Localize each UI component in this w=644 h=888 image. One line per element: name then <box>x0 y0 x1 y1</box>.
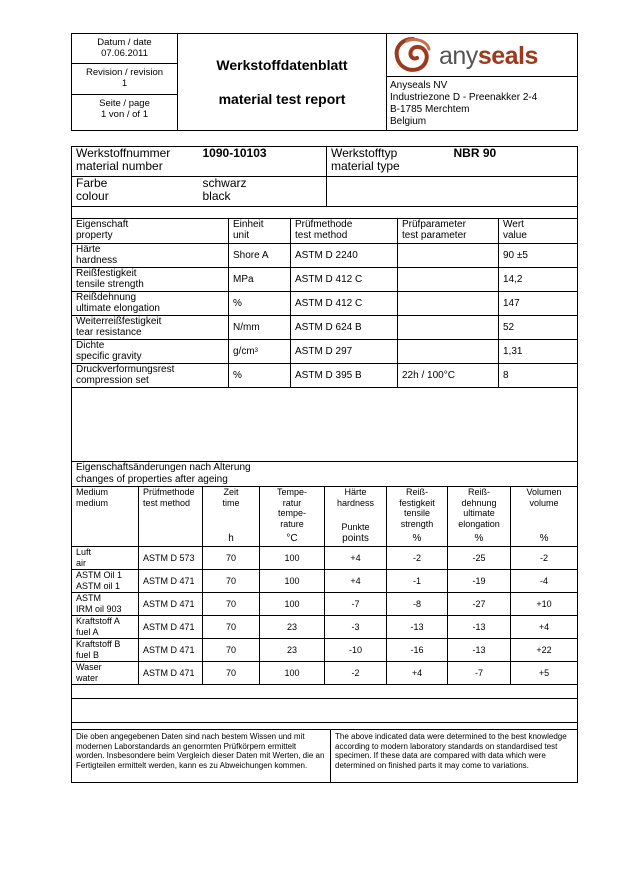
elongation-cell: -19 <box>448 570 511 593</box>
col-time-en: time <box>222 497 240 508</box>
medium-de: ASTM Oil 1 <box>76 570 123 580</box>
col-vol-de: Volumen <box>526 487 562 497</box>
col-test-method <box>139 487 203 547</box>
ageing-title-de: Eigenschaftsänderungen nach Alterung <box>76 462 251 473</box>
elongation-cell: -27 <box>448 593 511 616</box>
meta-cell <box>72 34 178 131</box>
table-row <box>72 593 578 616</box>
property-value: 147 <box>499 292 578 316</box>
col-method-de: Prüfmethode <box>295 219 353 230</box>
temp-cell: 100 <box>260 593 325 616</box>
medium-de: Luft <box>76 547 92 557</box>
medium-cell <box>72 547 139 570</box>
property-name <box>72 268 229 292</box>
col-elong-en1: ultimate <box>463 508 495 518</box>
volume-cell: +4 <box>511 616 578 639</box>
property-param <box>398 244 499 268</box>
temp-cell: 100 <box>260 547 325 570</box>
col-param <box>398 219 499 244</box>
property-en: tear resistance <box>76 327 142 338</box>
col-param-en: test parameter <box>402 230 467 241</box>
medium-en: fuel B <box>76 649 100 660</box>
col-time <box>203 487 260 547</box>
temp-cell: 100 <box>260 570 325 593</box>
col-elongation <box>448 487 511 547</box>
unit-superscript: 3 <box>254 348 259 354</box>
material-number-label-en: material number <box>76 159 163 173</box>
volume-cell: +10 <box>511 593 578 616</box>
property-param <box>398 268 499 292</box>
col-temp-de2: ratur <box>282 497 302 508</box>
col-unit-en: unit <box>233 230 250 241</box>
col-medium-en: medium <box>76 497 109 508</box>
col-tens-en1: tensile <box>403 508 430 518</box>
property-name <box>72 364 229 388</box>
col-test-method-en: test method <box>143 497 191 508</box>
property-method: ASTM D 412 C <box>291 292 398 316</box>
material-number-label-de: Werkstoffnummer <box>76 146 171 160</box>
elongation-cell: -7 <box>448 662 511 685</box>
medium-cell <box>72 616 139 639</box>
ageing-table <box>71 462 578 730</box>
hardness-cell: -7 <box>325 593 387 616</box>
property-value: 90 ±5 <box>499 244 578 268</box>
properties-table <box>71 219 578 462</box>
col-tensile <box>387 487 448 547</box>
col-time-unit: h <box>228 532 234 544</box>
logo-text-seals: seals <box>477 42 538 70</box>
material-table <box>71 146 578 219</box>
col-temp-unit: °C <box>286 532 298 544</box>
property-method: ASTM D 412 C <box>291 268 398 292</box>
logo-text-any: any <box>439 42 478 70</box>
hardness-cell: -2 <box>325 662 387 685</box>
col-method <box>291 219 398 244</box>
time-cell: 70 <box>203 616 260 639</box>
time-cell: 70 <box>203 593 260 616</box>
tensile-cell: -8 <box>387 593 448 616</box>
method-cell: ASTM D 471 <box>139 570 203 593</box>
col-property-en: property <box>76 230 113 241</box>
table-row <box>72 364 578 388</box>
volume-cell: +5 <box>511 662 578 685</box>
spacer-row <box>72 685 578 699</box>
unit-text: g/cm <box>233 346 255 357</box>
col-unit-de: Einheit <box>233 219 264 230</box>
medium-cell <box>72 639 139 662</box>
property-param: 22h / 100°C <box>398 364 499 388</box>
property-param <box>398 340 499 364</box>
address-line-1: Industriezone D - Preenakker 2-4 <box>390 92 538 103</box>
spacer-row <box>72 723 578 730</box>
material-number-value: 1090-10103 <box>199 147 327 177</box>
elongation-cell: -13 <box>448 616 511 639</box>
col-value-en: value <box>503 230 527 241</box>
table-row <box>72 292 578 316</box>
temp-cell: 23 <box>260 616 325 639</box>
datasheet <box>71 33 577 783</box>
col-vol-unit: % <box>539 532 549 544</box>
property-name <box>72 244 229 268</box>
tensile-cell: -2 <box>387 547 448 570</box>
material-type-label-de: Werkstofftyp <box>331 146 398 160</box>
hardness-cell: +4 <box>325 570 387 593</box>
medium-de: Kraftstoff B <box>76 639 121 649</box>
medium-de: ASTM <box>76 593 102 603</box>
col-hardness <box>325 487 387 547</box>
property-method: ASTM D 297 <box>291 340 398 364</box>
col-temperature <box>260 487 325 547</box>
tensile-cell: -1 <box>387 570 448 593</box>
col-tens-unit: % <box>412 532 422 544</box>
col-hard-unit2: points <box>342 532 369 544</box>
ageing-header-row <box>72 487 578 547</box>
page-value: 1 von / of 1 <box>100 109 148 120</box>
material-type-value: NBR 90 <box>454 147 578 177</box>
ageing-title <box>72 462 578 487</box>
medium-en: air <box>76 557 87 568</box>
col-elong-en2: elongation <box>458 518 500 529</box>
property-de: Reißfestigkeit <box>76 268 137 279</box>
table-row <box>72 639 578 662</box>
method-cell: ASTM D 471 <box>139 639 203 662</box>
revision-label: Revision / revision <box>85 67 164 78</box>
revision-block <box>72 64 177 95</box>
table-row <box>72 268 578 292</box>
title-en: material test report <box>218 91 346 107</box>
col-method-en: test method <box>295 230 348 241</box>
property-de: Weiterreißfestigkeit <box>76 316 162 327</box>
col-hard-en: hardness <box>336 497 375 508</box>
tensile-cell: -13 <box>387 616 448 639</box>
colour-value-en: black <box>202 189 231 203</box>
company-logo <box>387 34 577 77</box>
col-temp-en1: tempe- <box>277 508 306 518</box>
disclaimer-table <box>71 730 578 783</box>
table-row <box>72 662 578 685</box>
medium-en: ASTM oil 1 <box>76 580 121 591</box>
property-en: specific gravity <box>76 351 142 362</box>
table-row <box>72 340 578 364</box>
medium-de: Kraftstoff A <box>76 616 120 626</box>
time-cell: 70 <box>203 570 260 593</box>
colour-label-en: colour <box>76 189 109 203</box>
property-name <box>72 340 229 364</box>
material-empty-cell <box>327 177 578 207</box>
date-block <box>72 34 177 64</box>
property-value: 1,31 <box>499 340 578 364</box>
property-unit: N/mm <box>229 316 291 340</box>
medium-cell <box>72 593 139 616</box>
colour-value <box>199 177 327 207</box>
col-test-method-de: Prüfmethode <box>143 487 195 497</box>
company-address <box>387 77 577 130</box>
col-elong-de1: Reiß- <box>468 487 490 497</box>
property-en: compression set <box>76 375 149 386</box>
property-param <box>398 292 499 316</box>
material-type-label <box>327 147 454 177</box>
property-en: ultimate elongation <box>76 303 160 314</box>
property-value: 14,2 <box>499 268 578 292</box>
property-method: ASTM D 2240 <box>291 244 398 268</box>
temp-cell: 23 <box>260 639 325 662</box>
volume-cell: -4 <box>511 570 578 593</box>
col-medium <box>72 487 139 547</box>
time-cell: 70 <box>203 547 260 570</box>
hardness-cell: +4 <box>325 547 387 570</box>
property-unit: MPa <box>229 268 291 292</box>
col-param-de: Prüfparameter <box>402 219 466 230</box>
property-de: Reißdehnung <box>76 292 137 303</box>
swirl-logo-icon <box>391 35 435 75</box>
property-unit: % <box>229 364 291 388</box>
date-value: 07.06.2011 <box>101 48 148 59</box>
method-cell: ASTM D 471 <box>139 616 203 639</box>
tensile-cell: -16 <box>387 639 448 662</box>
method-cell: ASTM D 573 <box>139 547 203 570</box>
col-vol-en: volume <box>529 497 559 508</box>
table-row <box>72 547 578 570</box>
method-cell: ASTM D 471 <box>139 662 203 685</box>
col-volume <box>511 487 578 547</box>
time-cell: 70 <box>203 639 260 662</box>
col-value-de: Wert <box>503 219 524 230</box>
volume-cell: +22 <box>511 639 578 662</box>
hardness-cell: -10 <box>325 639 387 662</box>
property-de: Härte <box>76 244 101 255</box>
property-value: 52 <box>499 316 578 340</box>
col-elong-unit: % <box>474 532 484 544</box>
temp-cell: 100 <box>260 662 325 685</box>
property-en: hardness <box>76 255 118 266</box>
col-elong-de2: dehnung <box>461 497 497 508</box>
property-name <box>72 292 229 316</box>
revision-value: 1 <box>121 78 128 89</box>
colour-label <box>72 177 199 207</box>
method-cell: ASTM D 471 <box>139 593 203 616</box>
disclaimer-de: Die oben angegebenen Daten sind nach bestem Wissen und mit modernen Laborstandards an genormten Prüfkörpern ermittelt worden. Insbesondere beim Vergleich dieser Daten mit Werten, die an Fertigteilen ermittelt werden, kann es zu Abweichungen kommen. <box>72 730 331 782</box>
property-en: tensile strength <box>76 279 144 290</box>
col-temp-en2: rature <box>280 518 304 529</box>
table-row <box>72 316 578 340</box>
spacer-row <box>72 699 578 723</box>
property-unit <box>229 340 291 364</box>
volume-cell: -2 <box>511 547 578 570</box>
company-cell <box>387 34 578 131</box>
medium-en: water <box>76 672 99 683</box>
col-temp-de1: Tempe- <box>276 487 307 497</box>
col-time-de: Zeit <box>223 487 239 497</box>
material-number-label <box>72 147 199 177</box>
table-row <box>72 570 578 593</box>
hardness-cell: -3 <box>325 616 387 639</box>
elongation-cell: -25 <box>448 547 511 570</box>
col-hard-de: Härte <box>344 487 367 497</box>
tensile-cell: +4 <box>387 662 448 685</box>
col-hard-unit1: Punkte <box>341 522 370 532</box>
property-unit: % <box>229 292 291 316</box>
col-value <box>499 219 578 244</box>
medium-de: Waser <box>76 662 102 672</box>
medium-en: IRM oil 903 <box>76 603 122 614</box>
medium-en: fuel A <box>76 626 99 637</box>
property-name <box>72 316 229 340</box>
title-de: Werkstoffdatenblatt <box>216 57 348 73</box>
company-name: Anyseals NV <box>390 80 448 91</box>
colour-value-de: schwarz <box>202 176 247 190</box>
property-method: ASTM D 624 B <box>291 316 398 340</box>
col-tens-en2: strength <box>400 518 434 529</box>
time-cell: 70 <box>203 662 260 685</box>
property-de: Dichte <box>76 340 105 351</box>
property-param <box>398 316 499 340</box>
header-table <box>71 33 578 131</box>
col-tens-de1: Reiß- <box>406 487 428 497</box>
page-label: Seite / page <box>99 98 150 109</box>
property-unit: Shore A <box>229 244 291 268</box>
medium-cell <box>72 662 139 685</box>
date-label: Datum / date <box>97 37 152 48</box>
col-unit <box>229 219 291 244</box>
ageing-title-en: changes of properties after ageing <box>76 474 228 485</box>
property-de: Druckverformungsrest <box>76 364 175 375</box>
logo-wordmark <box>439 42 538 71</box>
col-tens-de2: festigkeit <box>399 497 435 508</box>
page-block <box>72 95 177 128</box>
spacer-row <box>72 207 578 219</box>
medium-cell <box>72 570 139 593</box>
title-cell <box>178 34 387 131</box>
table-row <box>72 616 578 639</box>
col-property <box>72 219 229 244</box>
colour-label-de: Farbe <box>76 176 108 190</box>
disclaimer-en: The above indicated data were determined to the best knowledge according to modern laboratory standards on standardised test specimen. If these data are compared with data which were determined on finished parts it may come to variations. <box>331 730 578 782</box>
property-value: 8 <box>499 364 578 388</box>
property-method: ASTM D 395 B <box>291 364 398 388</box>
col-medium-de: Medium <box>76 487 109 497</box>
col-property-de: Eigenschaft <box>76 219 129 230</box>
material-type-label-en: material type <box>331 159 400 173</box>
address-country: Belgium <box>390 116 427 127</box>
elongation-cell: -13 <box>448 639 511 662</box>
empty-section <box>72 388 578 462</box>
address-line-2: B-1785 Merchtem <box>390 104 470 115</box>
table-row <box>72 244 578 268</box>
